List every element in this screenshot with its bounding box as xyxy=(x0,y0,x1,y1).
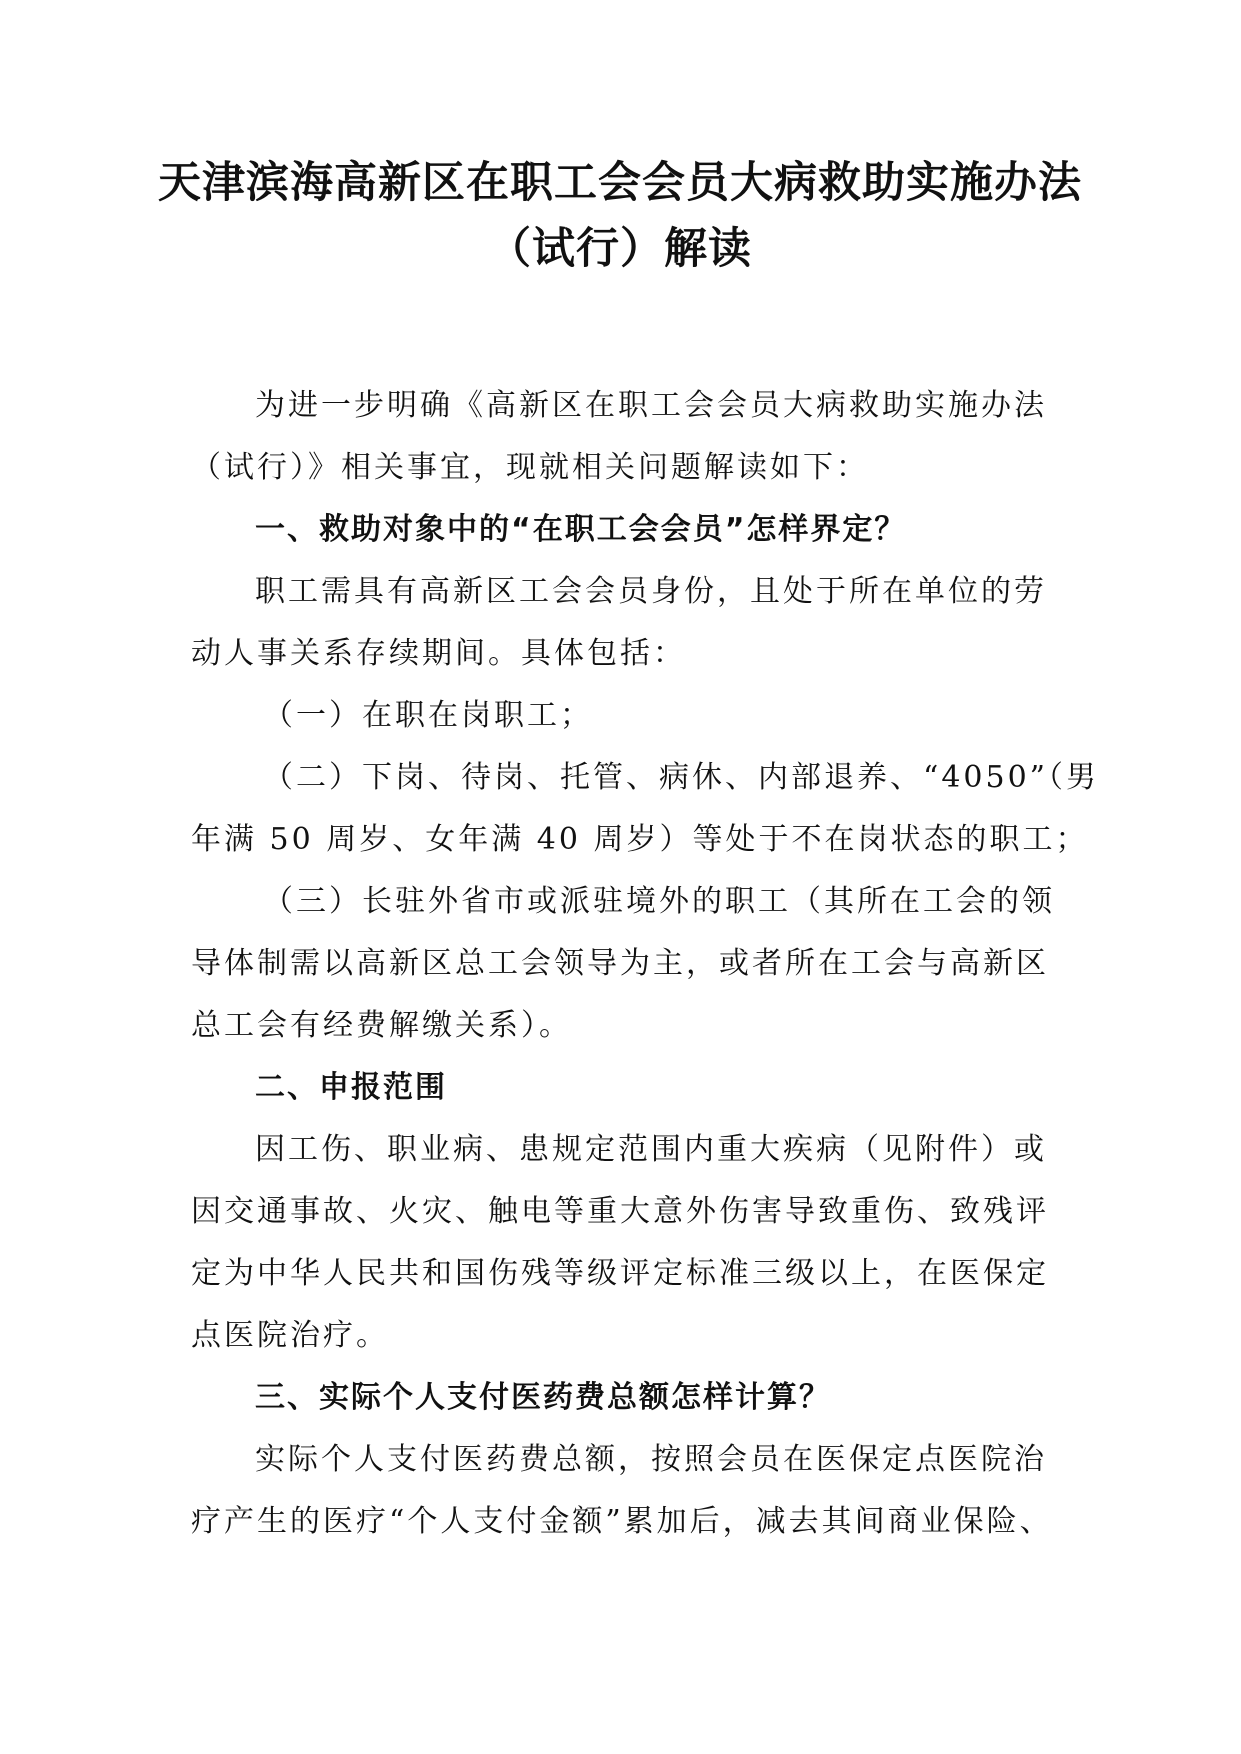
section-1-item-3-line-3: 总工会有经费解缴关系）。 xyxy=(191,1008,572,1043)
section-1-line-2: 动人事关系存续期间。具体包括： xyxy=(191,636,686,671)
section-3-line-1: 实际个人支付医药费总额，按照会员在医保定点医院治 xyxy=(255,1442,1047,1477)
section-2-line-1: 因工伤、职业病、患规定范围内重大疾病（见附件）或 xyxy=(255,1132,1047,1167)
section-1-item-2-line-2: 年满 50 周岁、女年满 40 周岁）等处于不在岗状态的职工； xyxy=(191,822,1089,857)
section-1-item-3 xyxy=(191,871,1055,1057)
section-2-line-3: 定为中华人民共和国伤残等级评定标准三级以上，在医保定 xyxy=(191,1256,1049,1291)
intro-paragraph xyxy=(191,375,1051,499)
section-2-line-4: 点医院治疗。 xyxy=(191,1318,389,1353)
section-3-paragraph xyxy=(191,1429,1051,1553)
title-line-1: 天津滨海高新区在职工会会员大病救助实施办法 xyxy=(158,158,1082,208)
section-1-item-2-line-1: （二）下岗、待岗、托管、病休、内部退养、“4050”（男 xyxy=(263,760,1100,795)
section-1-item-2 xyxy=(191,747,1100,871)
intro-line-1: 为进一步明确《高新区在职工会会员大病救助实施办法 xyxy=(255,388,1047,423)
title-line-2: （试行）解读 xyxy=(488,224,752,274)
document-title xyxy=(150,150,1090,282)
section-1-heading: 一、救助对象中的“在职工会会员”怎样界定？ xyxy=(255,512,907,547)
section-1-item-3-line-2: 导体制需以高新区总工会领导为主，或者所在工会与高新区 xyxy=(191,946,1049,981)
section-1-item-1: （一）在职在岗职工； xyxy=(263,698,593,733)
section-2-heading: 二、申报范围 xyxy=(255,1070,447,1105)
intro-line-2: （试行）》相关事宜，现就相关问题解读如下： xyxy=(191,450,869,485)
section-2-line-2: 因交通事故、火灾、触电等重大意外伤害导致重伤、致残评 xyxy=(191,1194,1049,1229)
section-3-line-2: 疗产生的医疗“个人支付金额”累加后，减去其间商业保险、 xyxy=(191,1504,1053,1539)
section-1-line-1: 职工需具有高新区工会会员身份，且处于所在单位的劳 xyxy=(255,574,1047,609)
section-3-heading: 三、实际个人支付医药费总额怎样计算？ xyxy=(255,1380,831,1415)
section-1-item-3-line-1: （三）长驻外省市或派驻境外的职工（其所在工会的领 xyxy=(263,884,1055,919)
section-2-paragraph xyxy=(191,1119,1051,1367)
document-body xyxy=(191,375,1100,1553)
section-1-paragraph xyxy=(191,561,1051,685)
